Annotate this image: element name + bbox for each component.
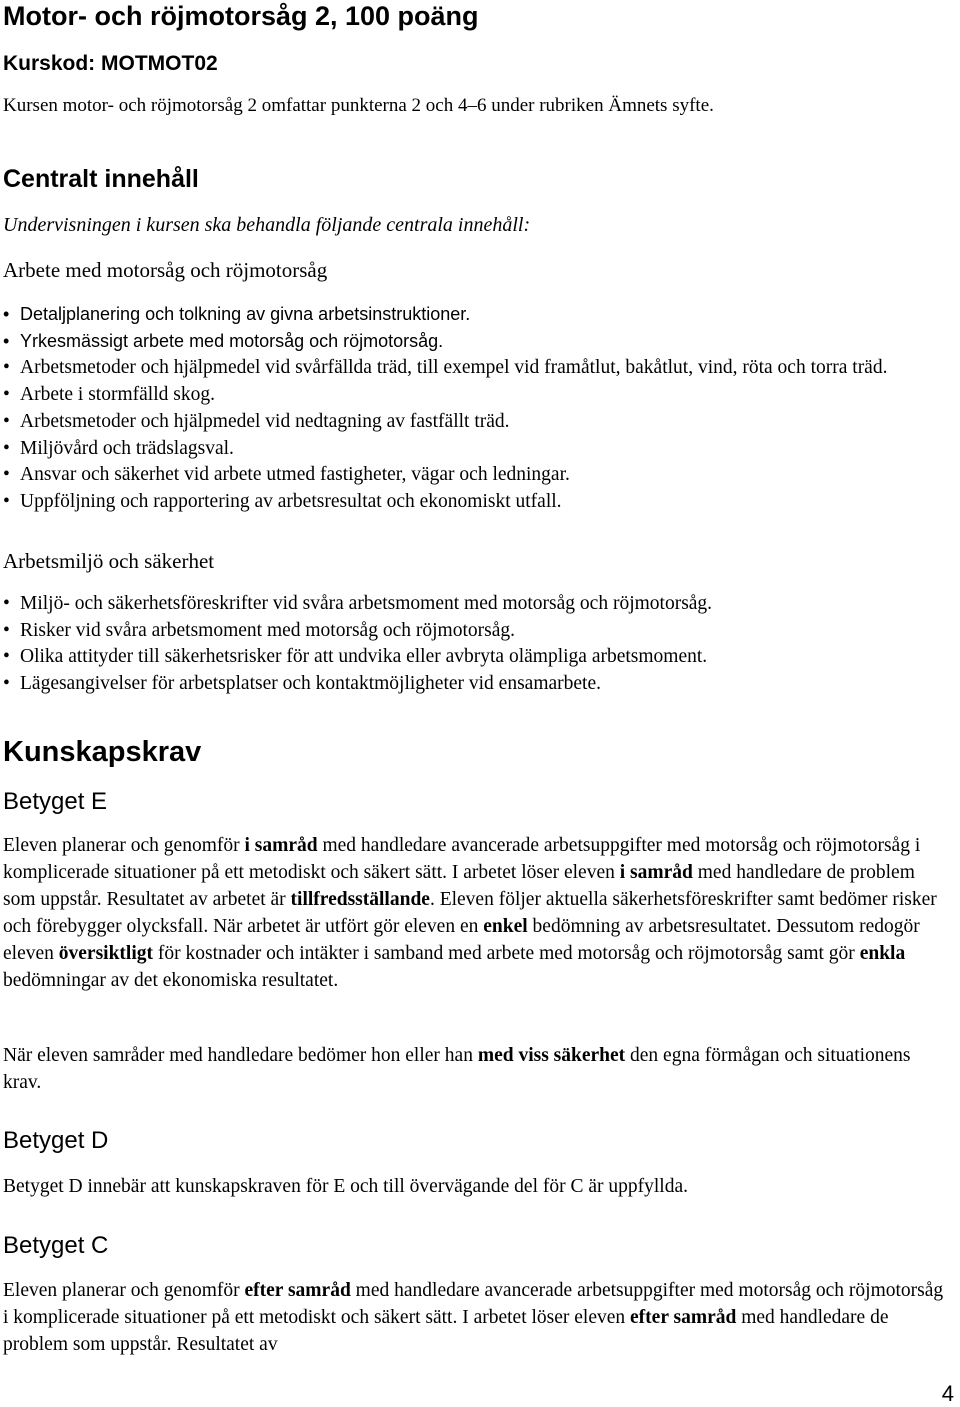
text-run: med handledare avancerade arbetsuppgifter med motorsåg och röjmotorsåg i komplicerade situationer på ett metodiskt och säkert sätt. I arbetet löser eleven — [3, 1280, 944, 1328]
page-number: 4 — [941, 1381, 954, 1406]
list-item: • Arbete i stormfälld skog. — [0, 382, 930, 409]
grade-e-paragraph-1 — [3, 832, 948, 994]
emphasis-text: i samråd — [619, 862, 693, 883]
text-run: När eleven samråder med handledare bedömer hon eller han — [3, 1045, 478, 1066]
emphasis-text: tillfredsställande — [290, 889, 430, 910]
text-run: med handledare de problem som uppstår. Resultatet av — [3, 1307, 889, 1355]
list-item: • Olika attityder till säkerhetsrisker för att undvika eller avbryta olämpliga arbetsmoment. — [0, 644, 930, 671]
grade-e-paragraph-2 — [3, 1042, 948, 1096]
kunskapskrav-heading: Kunskapskrav — [3, 736, 202, 768]
grade-d-paragraph: Betyget D innebär att kunskapskraven för E och till övervägande del för C är uppfyllda. — [3, 1176, 688, 1197]
central-content-heading: Centralt innehåll — [3, 165, 199, 193]
grade-e-heading: Betyget E — [3, 788, 108, 815]
text-run: den egna förmågan och situationens krav. — [3, 1045, 911, 1093]
text-run: bedömningar av det ekonomiska resultatet. — [3, 970, 339, 991]
section-heading-saw-work: Arbete med motorsåg och röjmotorsåg — [3, 258, 328, 282]
emphasis-text: efter samråd — [244, 1280, 351, 1301]
grade-d-heading: Betyget D — [3, 1127, 109, 1154]
list-item: • Yrkesmässigt arbete med motorsåg och röjmotorsåg. — [0, 328, 930, 355]
list-item: • Uppföljning och rapportering av arbetsresultat och ekonomiskt utfall. — [0, 489, 930, 516]
text-run: bedömning av arbetsresultatet. Dessutom redogör eleven — [3, 916, 920, 964]
page-title: Motor- och röjmotorsåg 2, 100 poäng — [3, 1, 479, 31]
text-run: Eleven planerar och genomför — [3, 1280, 245, 1301]
saw-work-list — [0, 301, 930, 516]
list-item: • Miljövård och trädslagsval. — [0, 436, 930, 463]
list-item: • Detaljplanering och tolkning av givna arbetsinstruktioner. — [0, 301, 930, 328]
grade-c-paragraph — [3, 1277, 948, 1358]
text-run: . Eleven följer aktuella säkerhetsföreskrifter samt bedömer risker och förebygger olycksfall. När arbetet är utfört gör eleven en — [3, 889, 937, 937]
text-run: Eleven planerar och genomför — [3, 835, 245, 856]
section-heading-safety: Arbetsmiljö och säkerhet — [3, 549, 215, 573]
list-item: • Ansvar och säkerhet vid arbete utmed fastigheter, vägar och ledningar. — [0, 462, 930, 489]
emphasis-text: enkel — [483, 916, 528, 937]
list-item: • Risker vid svåra arbetsmoment med motorsåg och röjmotorsåg. — [0, 618, 930, 645]
list-item: • Lägesangivelser för arbetsplatser och kontaktmöjligheter vid ensamarbete. — [0, 671, 930, 698]
list-item: • Miljö- och säkerhetsföreskrifter vid svåra arbetsmoment med motorsåg och röjmotorsåg. — [0, 591, 930, 618]
text-run: med handledare de problem som uppstår. Resultatet av arbetet är — [3, 862, 915, 910]
list-item: • Arbetsmetoder och hjälpmedel vid nedtagning av fastfällt träd. — [0, 409, 930, 436]
course-code: Kurskod: MOTMOT02 — [3, 52, 218, 75]
teaching-intro: Undervisningen i kursen ska behandla följande centrala innehåll: — [3, 214, 531, 236]
grade-c-heading: Betyget C — [3, 1232, 109, 1259]
text-run: för kostnader och intäkter i samband med arbete med motorsåg och röjmotorsåg samt gör — [153, 943, 860, 964]
emphasis-text: översiktligt — [58, 943, 153, 964]
emphasis-text: efter samråd — [630, 1307, 737, 1328]
emphasis-text: i samråd — [244, 835, 318, 856]
list-item: • Arbetsmetoder och hjälpmedel vid svårfällda träd, till exempel vid framåtlut, bakåtlut, vind, röta och torra träd. — [0, 355, 930, 382]
text-run: med handledare avancerade arbetsuppgifter med motorsåg och röjmotorsåg i komplicerade situationer på ett metodiskt och säkert sätt. I arbetet löser eleven — [3, 835, 921, 883]
course-intro: Kursen motor- och röjmotorsåg 2 omfattar punkterna 2 och 4–6 under rubriken Ämnets syfte. — [3, 95, 714, 116]
emphasis-text: med viss säkerhet — [477, 1045, 626, 1066]
safety-list — [0, 591, 930, 697]
emphasis-text: enkla — [859, 943, 906, 964]
